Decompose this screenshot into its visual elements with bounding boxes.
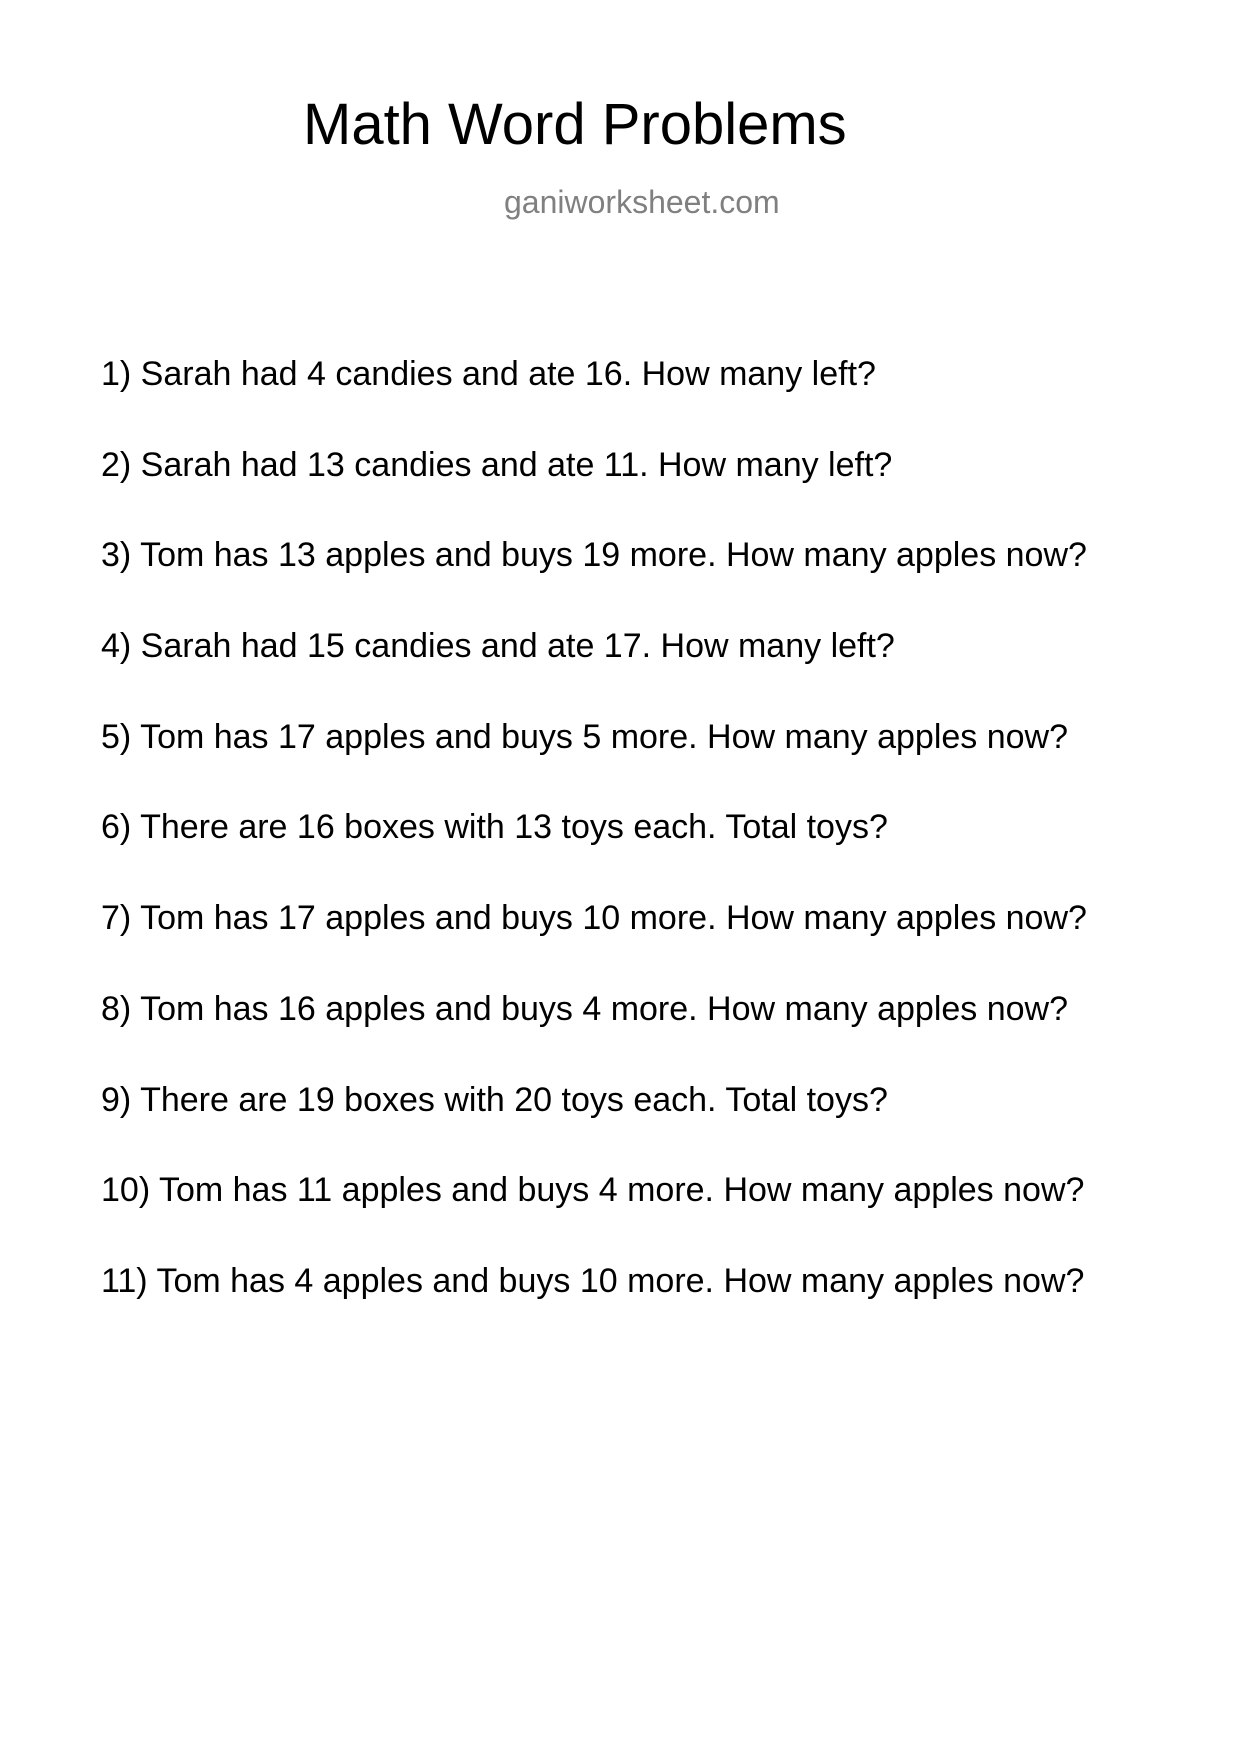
problem-item: 5) Tom has 17 apples and buys 5 more. How many apples now? <box>101 717 1069 756</box>
problem-item: 4) Sarah had 15 candies and ate 17. How many left? <box>101 627 895 666</box>
page-title: Math Word Problems <box>303 92 847 157</box>
problem-item: 1) Sarah had 4 candies and ate 16. How many left? <box>101 355 876 393</box>
problem-item: 6) There are 16 boxes with 13 toys each. Total toys? <box>101 808 888 847</box>
problem-item: 7) Tom has 17 apples and buys 10 more. How many apples now? <box>101 899 1087 938</box>
problem-item: 9) There are 19 boxes with 20 toys each. Total toys? <box>101 1080 888 1119</box>
problem-item: 3) Tom has 13 apples and buys 19 more. How many apples now? <box>101 536 1087 575</box>
problem-item: 10) Tom has 11 apples and buys 4 more. How many apples now? <box>101 1171 1085 1210</box>
problem-item: 11) Tom has 4 apples and buys 10 more. How many apples now? <box>101 1261 1085 1300</box>
problem-item: 2) Sarah had 13 candies and ate 11. How many left? <box>101 445 893 484</box>
problem-item: 8) Tom has 16 apples and buys 4 more. How many apples now? <box>101 989 1069 1028</box>
site-name: ganiworksheet.com <box>504 184 780 220</box>
problem-list <box>101 354 1087 1352</box>
